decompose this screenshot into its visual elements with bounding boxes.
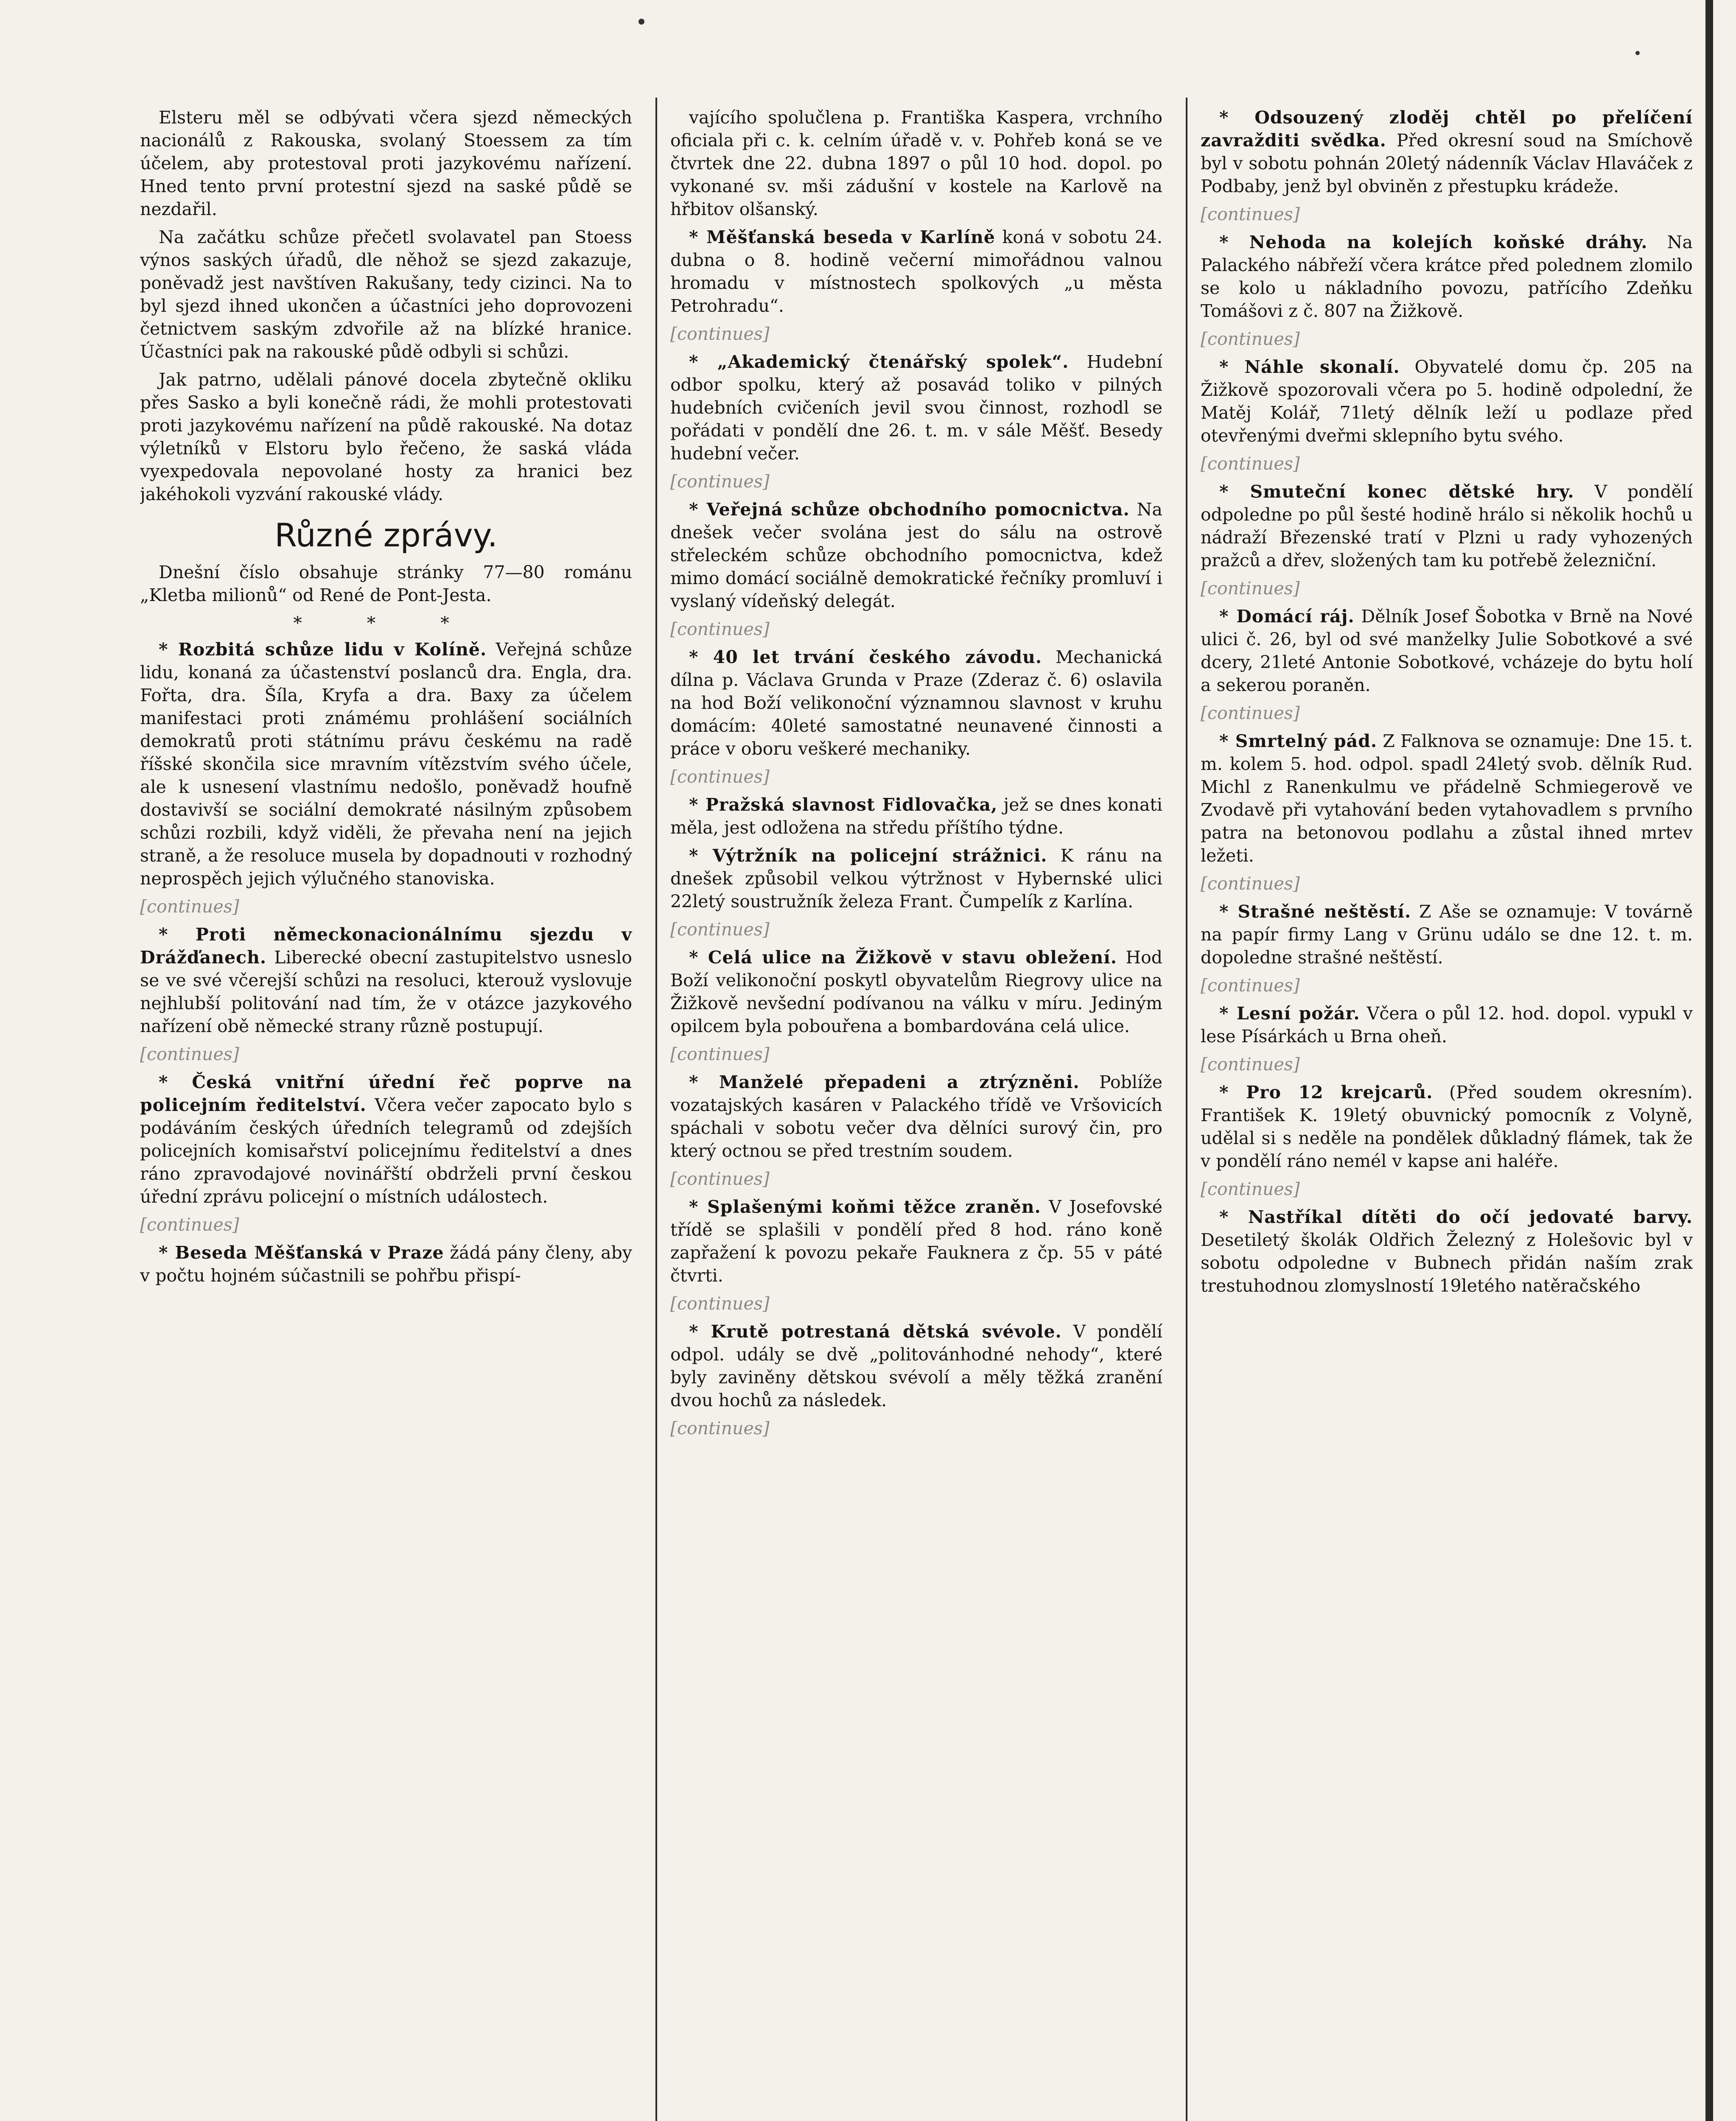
article-heading: * Nastříkal dítěti do očí jedovaté barvy. xyxy=(1219,1207,1693,1227)
continuation-note: [continues] xyxy=(140,1214,239,1235)
continuation-note: [continues] xyxy=(140,896,239,917)
continuation-note: [continues] xyxy=(670,324,770,344)
continuation-note: [continues] xyxy=(1201,329,1300,349)
continuation-note: [continues] xyxy=(670,767,770,787)
article-heading: * Měšťanská beseda v Karlíně xyxy=(689,227,995,247)
article-text: koná v sobotu 24. dubna o 8. hodině večerní mimořádnou valnou hromadu v místnostech spolkových „u města Petrohradu“. xyxy=(670,227,1162,316)
article-heading: * Rozbitá schůze lidu v Kolíně. xyxy=(159,639,487,660)
article-heading: * Výtržník na policejní strážnici. xyxy=(689,845,1047,866)
article-text: Desetiletý školák Oldřich Železný z Holešovic byl v sobotu odpoledne v Bubnech přidán naším zrak trestuhodnou zlomyslností 19letého natěračského xyxy=(1201,1230,1693,1296)
article-heading: * Celá ulice na Žižkově v stavu obležení. xyxy=(689,947,1117,968)
article-text: V pondělí odpol. udály se dvě „politovánhodné nehody“, které byly zaviněny dětskou svévolí a měly těžká zranění dvou hochů za následek. xyxy=(670,1321,1162,1410)
article-text: Elsteru měl se odbývati včera sjezd německých nacionálů z Rakouska, svolaný Stoessem za tím účelem, aby protestoval proti jazykovému nařízení. Hned tento první protestní sjezd na saské půdě se nezdařil. xyxy=(140,107,632,219)
article-text: Na začátku schůze přečetl svolavatel pan Stoess výnos saských úřadů, dle něhož se sjezd zakazuje, poněvadž jest navštíven Rakušany, tedy cizinci. Na to byl sjezd ihned ukončen a účastníci jeho doprovozeni četnictvem saským zdvořile až na blízké hranice. Účastníci pak na rakouské půdě odbyli si schůzi. xyxy=(140,227,632,362)
article-heading: * Manželé přepadeni a ztrýzněni. xyxy=(689,1072,1080,1092)
continuation-note: [continues] xyxy=(670,1044,770,1064)
article-text: Liberecké obecní zastupitelstvo usneslo se ve své včerejší schůzi na resoluci, kterouž vyslovuje nejhlubší politování nad tím, že v otázce jazykového nařízení obě německé strany různě postupují. xyxy=(140,947,632,1036)
article-text: jež se dnes konati měla, jest odložena na středu příštího týdne. xyxy=(670,795,1162,838)
continuation-note: [continues] xyxy=(1201,453,1300,474)
article-heading: * Veřejná schůze obchodního pomocnictva. xyxy=(689,499,1130,520)
article-text: Veřejná schůze lidu, konaná za účastenství poslanců dra. Engla, dra. Fořta, dra. Šíla, Kryfa a dra. Baxy za účelem manifestaci proti známému prohlášení sociálních demokratů proti státnímu právu českému na radě říšské skončila sice mravním vítězstvím svého účele, ale k usnesení vlastnímu nedošlo, poněvadž houfně dostavivší se sociální demokraté násilným způsobem schůzi rozbili, když viděli, že převaha není na jejich straně, a že resoluce musela by dopadnouti v rozhodný neprospěch jejich výlučného stanoviska. xyxy=(140,639,632,889)
page-mark xyxy=(1635,51,1640,55)
section-heading: Různé zprávy. xyxy=(274,516,498,554)
article-text: Před okresní soud na Smíchově byl v sobotu pohnán 20letý nádenník Václav Hlaváček z Podbaby, jenž byl obviněn z přestupku krádeže. xyxy=(1201,130,1693,196)
article-heading: * Česká vnitřní úřední řeč poprve na policejním ředitelství. xyxy=(140,1072,632,1115)
continuation-note: [continues] xyxy=(1201,873,1300,894)
continuation-note: [continues] xyxy=(1201,578,1300,599)
separator-stars: * * * xyxy=(293,613,479,633)
article-text: V pondělí odpoledne po půl šesté hodině hrálo si několik hochů u nádraží Březenské tratí v Plzni u rady vyhozených pražců a dřev, složených tam ku potřebě železniční. xyxy=(1201,481,1693,571)
continuation-note: [continues] xyxy=(670,619,770,639)
article-text: Hudební odbor spolku, který až posavád toliko v pilných hudebních cvičeních jevil svou činnost, rozhodl se pořádati v pondělí dne 26. t. m. v sále Měšť. Besedy hudební večer. xyxy=(670,352,1162,464)
article-text: Poblíže vozatajských kasáren v Palackého třídě ve Vršovicích spáchali v sobotu večer dva dělníci surový čin, pro který octnou se před trestním soudem. xyxy=(670,1072,1162,1161)
continuation-note: [continues] xyxy=(1201,975,1300,996)
continuation-note: [continues] xyxy=(670,1418,770,1438)
article-text: (Před soudem okresním). František K. 19letý obuvnický pomocník z Volyně, udělal si s neděle na pondělek důkladný flámek, tak že v pondělí ráno nemél v kapse ani haléře. xyxy=(1201,1082,1693,1171)
continuation-note: [continues] xyxy=(670,1169,770,1189)
article-heading: * Nehoda na kolejích koňské dráhy. xyxy=(1219,232,1648,252)
continuation-note: [continues] xyxy=(140,1044,239,1064)
article-text: Obyvatelé domu čp. 205 na Žižkově spozorovali včera po 5. hodině odpolední, že Matěj Kolář, 71letý dělník leží u podlaze před otevřenými dveřmi sklepního bytu svého. xyxy=(1201,357,1693,446)
article-heading: * Strašné neštěstí. xyxy=(1219,901,1411,922)
article-text: Jak patrno, udělali pánové docela zbytečně okliku přes Sasko a byli konečně rádi, že mohli protestovati proti jazykovému nařízení na půdě rakouské. Na dotaz výletníků v Elstoru bylo řečeno, že saská vláda vyexpedovala nepovolané hosty za hranici bez jakéhokoli vyzvání rakouské vlády. xyxy=(140,369,632,504)
article-heading: * Pražská slavnost Fidlovačka, xyxy=(689,795,998,815)
column-rule xyxy=(1186,98,1187,2121)
notice-text: Dnešní číslo obsahuje stránky 77—80 románu „Kletba milionů“ od René de Pont-Jesta. xyxy=(140,562,632,605)
continuation-note: [continues] xyxy=(670,1293,770,1314)
column-2 xyxy=(670,106,1162,2121)
article-text: Hod Boží velikonoční poskytl obyvatelům Riegrovy ulice na Žižkově nevšední podívanou na válku v míru. Jediným opilcem byla pobouřena a bombardována celá ulice. xyxy=(670,947,1162,1036)
page-mark xyxy=(638,19,644,25)
article-heading: * Krutě potrestaná dětská svévole. xyxy=(689,1321,1062,1342)
article-text: Z Falknova se oznamuje: Dne 15. t. m. kolem 5. hod. odpol. spadl 24letý svob. dělník Rud. Michl z Ranenkulmu ve přádelně Schmiegerově ve Zvodavě při vytahování beden vytahovadlem s prvního patra na betonovou podlahu a zůstal ihned mrtev ležeti. xyxy=(1201,731,1693,866)
continuation-note: [continues] xyxy=(1201,1179,1300,1199)
article-text: vajícího spolučlena p. Františka Kaspera, vrchního oficiala při c. k. celním úřadě v. v. Pohřeb koná se ve čtvrtek dne 22. dubna 1897 o půl 10 hod. dopol. po vykonané sv. mši zádušní v kostele na Karlově na hřbitov olšanský. xyxy=(670,107,1162,219)
column-3 xyxy=(1201,106,1693,2121)
article-heading: * Odsouzený zloděj chtěl po přelíčení zavražditi svědka. xyxy=(1201,107,1693,151)
article-text: Dělník Josef Šobotka v Brně na Nové ulici č. 26, byl od své manželky Julie Sobotkové a své dcery, 21leté Antonie Sobotkové, vcházeje do bytu holí a sekerou poraněn. xyxy=(1201,606,1693,695)
article-text: Mechanická dílna p. Václava Grunda v Praze (Zderaz č. 6) oslavila na hod Boží velikonoční významnou slavnost v kruhu domácím: 40leté samostatné neunavené činnosti a práce v oboru veškeré mechaniky. xyxy=(670,647,1162,759)
continuation-note: [continues] xyxy=(670,471,770,492)
article-heading: * Pro 12 krejcarů. xyxy=(1219,1082,1433,1102)
article-heading: * Beseda Měšťanská v Praze xyxy=(159,1242,444,1263)
article-text: K ránu na dnešek způsobil velkou výtržnost v Hybernské ulici 22letý soustružník železa Frant. Čumpelík z Karlína. xyxy=(670,845,1162,912)
article-heading: * „Akademický čtenářský spolek“. xyxy=(689,352,1069,372)
article-text: Včera večer zapocato bylo s podáváním českých úředních telegramů od zdejších policejních komisařství policejnímu ředitelství a dnes ráno zpravodajové novinářští obdrželi první českou úřední zprávu policejní o místních událostech. xyxy=(140,1095,632,1207)
article-heading: * Splašenými koňmi těžce zraněn. xyxy=(689,1197,1041,1217)
page-edge xyxy=(1705,0,1713,2121)
article-text: Z Aše se oznamuje: V továrně na papír firmy Lang v Grünu událo se dne 12. t. m. dopoledne strašné neštěstí. xyxy=(1201,901,1693,968)
article-heading: * Lesní požár. xyxy=(1219,1003,1360,1024)
article-heading: * 40 let trvání českého závodu. xyxy=(689,647,1042,667)
article-text: Na dnešek večer svolána jest do sálu na ostrově střeleckém schůze obchodního pomocnictva, kdež mimo domácí sociálně demokratické řečníky promluví i vyslaný vídeňský delegát. xyxy=(670,499,1162,611)
column-1 xyxy=(140,106,632,2121)
article-heading: * Domácí ráj. xyxy=(1219,606,1355,627)
article-heading: * Proti německonacionálnímu sjezdu v Drážďanech. xyxy=(140,924,632,968)
article-text: Včera o půl 12. hod. dopol. vypukl v lese Písárkách u Brna oheň. xyxy=(1201,1003,1693,1047)
article-text: žádá pány členy, aby v počtu hojném súčastnili se pohřbu přispí- xyxy=(140,1242,632,1286)
article-text: V Josefovské třídě se splašili v pondělí před 8 hod. ráno koně zapřažení k povozu pekaře Fauknera z čp. 55 v páté čtvrti. xyxy=(670,1197,1162,1286)
continuation-note: [continues] xyxy=(1201,1054,1300,1074)
column-rule xyxy=(655,98,657,2121)
continuation-note: [continues] xyxy=(670,919,770,940)
article-text: Na Palackého nábřeží včera krátce před polednem zlomilo se kolo u nákladního povozu, patřícího Zdeňku Tomášovi z č. 807 na Žižkově. xyxy=(1201,232,1693,321)
continuation-note: [continues] xyxy=(1201,703,1300,723)
continuation-note: [continues] xyxy=(1201,204,1300,224)
article-heading: * Smuteční konec dětské hry. xyxy=(1219,481,1574,502)
article-heading: * Náhle skonalí. xyxy=(1219,357,1400,377)
article-heading: * Smrtelný pád. xyxy=(1219,731,1378,751)
